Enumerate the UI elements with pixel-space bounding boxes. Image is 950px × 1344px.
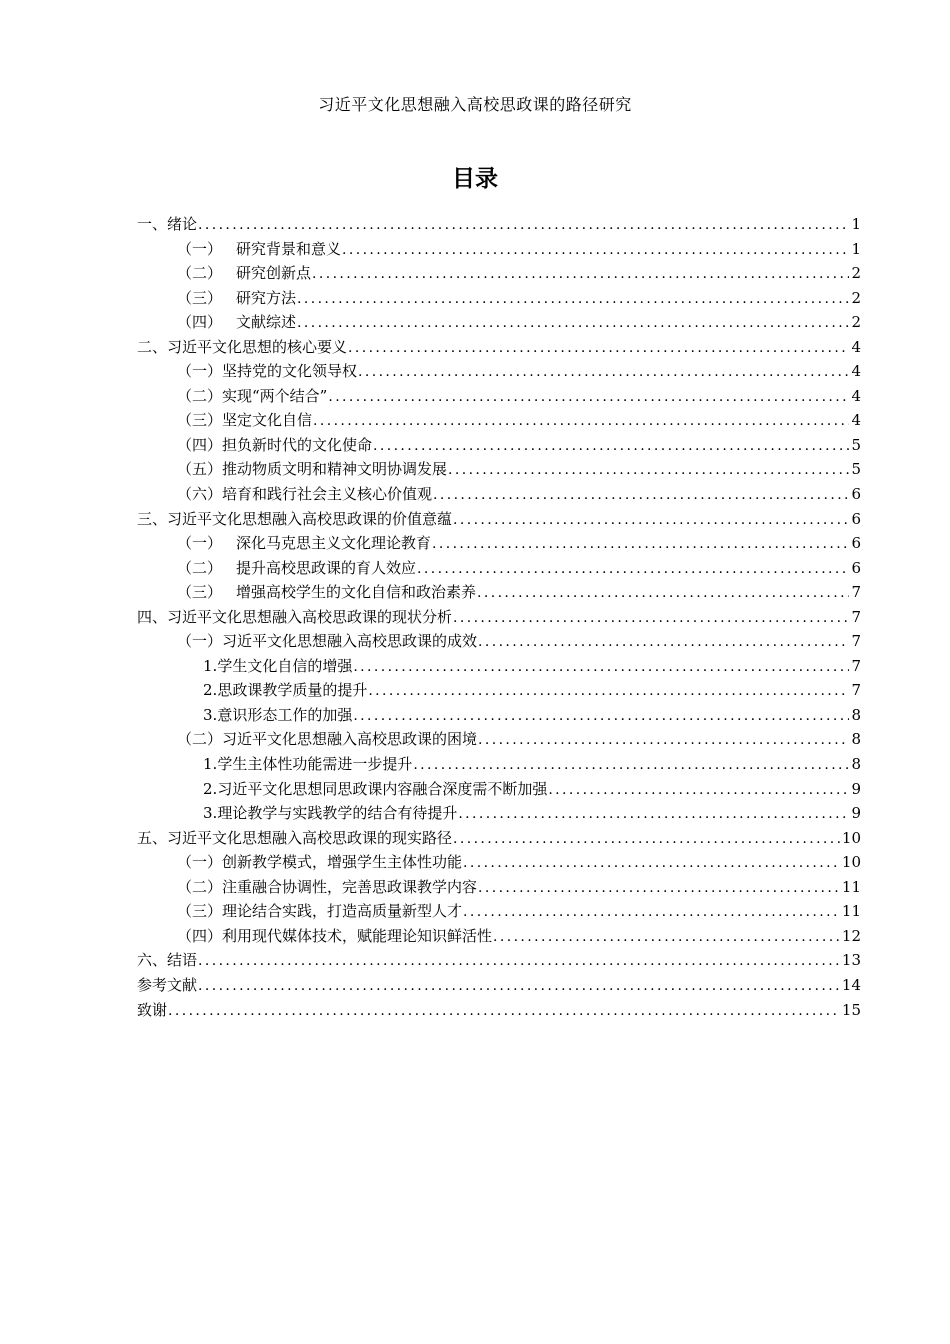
dot-leader	[463, 900, 840, 925]
toc-page-number: 7	[851, 607, 861, 626]
toc-page-number: 1	[851, 239, 861, 258]
toc-entry-section[interactable]	[137, 261, 861, 286]
toc-entry-text: 培育和践行社会主义核心价值观	[222, 485, 433, 504]
toc-entry-marker: 2.	[203, 779, 218, 798]
dot-leader	[348, 336, 849, 361]
toc-entry-chapter-4[interactable]	[137, 605, 861, 630]
toc-entry-text: 意识形态工作的加强	[217, 705, 353, 724]
toc-page-number: 8	[851, 755, 861, 774]
toc-entry-chapter-5[interactable]	[137, 826, 861, 851]
toc-entry-text: 实现“两个结合”	[222, 386, 328, 405]
toc-entry-subsection[interactable]	[137, 777, 861, 802]
dot-leader	[368, 679, 849, 704]
toc-entry-text: 思政课教学质量的提升	[217, 681, 368, 700]
toc-page-number: 7	[851, 656, 861, 675]
toc-entry-subsection[interactable]	[137, 752, 861, 777]
toc-entry-text: 习近平文化思想融入高校思政课的成效	[222, 632, 478, 651]
running-header: 习近平文化思想融入高校思政课的路径研究	[318, 95, 632, 114]
toc-entry-text: 担负新时代的文化使命	[222, 435, 373, 454]
toc-entry-section[interactable]	[137, 899, 861, 924]
toc-page-number: 6	[851, 509, 861, 528]
dot-leader	[198, 949, 840, 974]
dot-leader	[448, 458, 849, 483]
toc-entry-text: 利用现代媒体技术，赋能理论知识鲜活性	[222, 926, 493, 945]
toc-entry-section[interactable]	[137, 924, 861, 949]
toc-entry-text: 深化马克思主义文化理论教育	[236, 534, 432, 553]
toc-entry-marker: （二）	[177, 386, 223, 405]
toc-entry-marker: （三）	[177, 288, 223, 307]
dot-leader	[413, 753, 849, 778]
toc-entry-marker: （一）	[177, 534, 223, 553]
toc-entry-text: 推动物质文明和精神文明协调发展	[222, 460, 448, 479]
toc-page-number: 2	[851, 288, 861, 307]
toc-entry-text: 习近平文化思想融入高校思政课的困境	[222, 730, 478, 749]
toc-page-number: 5	[851, 460, 861, 479]
toc-entry-text: 三、习近平文化思想融入高校思政课的价值意蕴	[137, 509, 453, 528]
dot-leader	[453, 827, 840, 852]
toc-entry-marker: （四）	[177, 313, 223, 332]
toc-page-number: 4	[851, 411, 861, 430]
toc-entry-text: 五、习近平文化思想融入高校思政课的现实路径	[137, 828, 453, 847]
toc-entry-chapter-1[interactable]	[137, 212, 861, 237]
toc-entry-text: 创新教学模式，增强学生主体性功能	[222, 853, 463, 872]
toc-page-number: 4	[851, 337, 861, 356]
toc-entry-text: 研究方法	[236, 288, 297, 307]
toc-page-number: 10	[841, 853, 861, 872]
toc-entry-text: 理论教学与实践教学的结合有待提升	[217, 804, 458, 823]
toc-page-number: 5	[851, 435, 861, 454]
toc-entry-marker: （四）	[177, 435, 223, 454]
toc-page-number: 15	[841, 1000, 861, 1019]
toc-entry-text: 参考文献	[137, 975, 198, 994]
toc-entry-marker: （六）	[177, 485, 223, 504]
toc-entry-marker: （一）	[177, 362, 223, 381]
toc-page-number: 10	[841, 828, 861, 847]
toc-page-number: 4	[851, 386, 861, 405]
toc-entry-marker: （二）	[177, 264, 223, 283]
toc-entry-acknowledgements[interactable]	[137, 998, 861, 1023]
toc-page-number: 13	[841, 951, 861, 970]
toc-entry-text: 一、绪论	[137, 215, 198, 233]
table-of-contents	[137, 212, 861, 1022]
dot-leader	[433, 483, 849, 508]
dot-leader	[458, 802, 849, 827]
toc-entry-chapter-2[interactable]	[137, 335, 861, 360]
dot-leader	[358, 360, 849, 385]
dot-leader	[493, 925, 840, 950]
toc-page-number: 1	[851, 215, 861, 233]
toc-entry-marker: 1.	[203, 755, 218, 774]
toc-entry-text: 理论结合实践，打造高质量新型人才	[222, 902, 463, 921]
toc-page-number: 8	[851, 730, 861, 749]
toc-page-number: 11	[841, 902, 861, 921]
toc-entry-section[interactable]	[137, 531, 861, 556]
toc-entry-section[interactable]	[137, 556, 861, 581]
toc-entry-marker: （二）	[177, 877, 223, 896]
dot-leader	[198, 213, 849, 238]
toc-entry-marker: 2.	[203, 681, 218, 700]
dot-leader	[297, 311, 849, 336]
toc-entry-marker: （三）	[177, 583, 223, 602]
dot-leader	[313, 409, 849, 434]
toc-entry-marker: 3.	[203, 804, 218, 823]
toc-page-number: 2	[851, 264, 861, 283]
dot-leader	[417, 557, 849, 582]
toc-entry-subsection[interactable]	[137, 654, 861, 679]
toc-entry-marker: （三）	[177, 902, 223, 921]
toc-page-number: 6	[851, 558, 861, 577]
toc-entry-marker: （二）	[177, 558, 223, 577]
toc-entry-section[interactable]	[137, 482, 861, 507]
dot-leader	[453, 508, 849, 533]
toc-entry-text: 研究背景和意义	[236, 239, 342, 258]
toc-entry-text: 提升高校思政课的育人效应	[236, 558, 417, 577]
toc-entry-text: 习近平文化思想同思政课内容融合深度需不断加强	[217, 779, 548, 798]
dot-leader	[478, 630, 849, 655]
toc-entry-chapter-6[interactable]	[137, 948, 861, 973]
dot-leader	[342, 238, 849, 263]
toc-entry-marker: （一）	[177, 632, 223, 651]
toc-page-number: 7	[851, 632, 861, 651]
toc-entry-text: 研究创新点	[236, 264, 312, 283]
toc-entry-subsection[interactable]	[137, 678, 861, 703]
toc-entry-text: 增强高校学生的文化自信和政治素养	[236, 583, 477, 602]
toc-page-number: 9	[851, 779, 861, 798]
toc-entry-marker: （五）	[177, 460, 223, 479]
dot-leader	[373, 434, 849, 459]
dot-leader	[548, 778, 849, 803]
dot-leader	[478, 876, 840, 901]
dot-leader	[312, 262, 849, 287]
toc-page-number: 14	[841, 975, 861, 994]
toc-entry-section[interactable]	[137, 433, 861, 458]
toc-entry-marker: （二）	[177, 730, 223, 749]
toc-entry-subsection[interactable]	[137, 801, 861, 826]
toc-page-number: 8	[851, 705, 861, 724]
toc-page-number: 11	[841, 877, 861, 896]
dot-leader	[477, 581, 849, 606]
dot-leader	[432, 532, 849, 557]
dot-leader	[453, 606, 849, 631]
toc-entry-text: 文献综述	[236, 313, 297, 332]
toc-entry-text: 学生主体性功能需进一步提升	[217, 755, 413, 774]
toc-entry-section[interactable]	[137, 875, 861, 900]
toc-entry-marker: （四）	[177, 926, 223, 945]
dot-leader	[328, 385, 849, 410]
toc-entry-text: 坚持党的文化领导权	[222, 362, 358, 381]
dot-leader	[297, 287, 849, 312]
toc-page-number: 12	[841, 926, 861, 945]
toc-entry-section[interactable]	[137, 384, 861, 409]
toc-entry-text: 学生文化自信的增强	[217, 656, 353, 675]
dot-leader	[463, 851, 840, 876]
toc-entry-section[interactable]	[137, 237, 861, 262]
toc-entry-section[interactable]	[137, 286, 861, 311]
toc-page-number: 4	[851, 362, 861, 381]
toc-entry-marker: 1.	[203, 656, 218, 675]
toc-entry-section[interactable]	[137, 359, 861, 384]
toc-entry-references[interactable]	[137, 973, 861, 998]
toc-page-number: 6	[851, 485, 861, 504]
toc-entry-chapter-3[interactable]	[137, 507, 861, 532]
toc-entry-section[interactable]	[137, 310, 861, 335]
toc-entry-section[interactable]	[137, 580, 861, 605]
toc-entry-section[interactable]	[137, 457, 861, 482]
dot-leader	[478, 728, 849, 753]
toc-entry-text: 注重融合协调性，完善思政课教学内容	[222, 877, 478, 896]
toc-page-number: 6	[851, 534, 861, 553]
toc-entry-marker: （一）	[177, 239, 223, 258]
toc-entry-text: 四、习近平文化思想融入高校思政课的现状分析	[137, 607, 453, 626]
toc-page-number: 9	[851, 804, 861, 823]
dot-leader	[353, 655, 849, 680]
toc-entry-marker: （一）	[177, 853, 223, 872]
dot-leader	[353, 704, 849, 729]
dot-leader	[198, 974, 840, 999]
toc-entry-marker: 3.	[203, 705, 218, 724]
toc-entry-section[interactable]	[137, 408, 861, 433]
toc-entry-section[interactable]	[137, 727, 861, 752]
toc-entry-text: 二、习近平文化思想的核心要义	[137, 337, 348, 356]
toc-entry-section[interactable]	[137, 629, 861, 654]
toc-entry-text: 坚定文化自信	[222, 411, 313, 430]
toc-title: 目录	[452, 166, 498, 192]
toc-page-number: 7	[851, 583, 861, 602]
toc-entry-text: 致谢	[137, 1000, 168, 1019]
toc-page-number: 2	[851, 313, 861, 332]
toc-entry-text: 六、结语	[137, 951, 198, 970]
toc-page-number: 7	[851, 681, 861, 700]
dot-leader	[168, 999, 840, 1024]
toc-entry-section[interactable]	[137, 850, 861, 875]
toc-entry-subsection[interactable]	[137, 703, 861, 728]
toc-entry-marker: （三）	[177, 411, 223, 430]
